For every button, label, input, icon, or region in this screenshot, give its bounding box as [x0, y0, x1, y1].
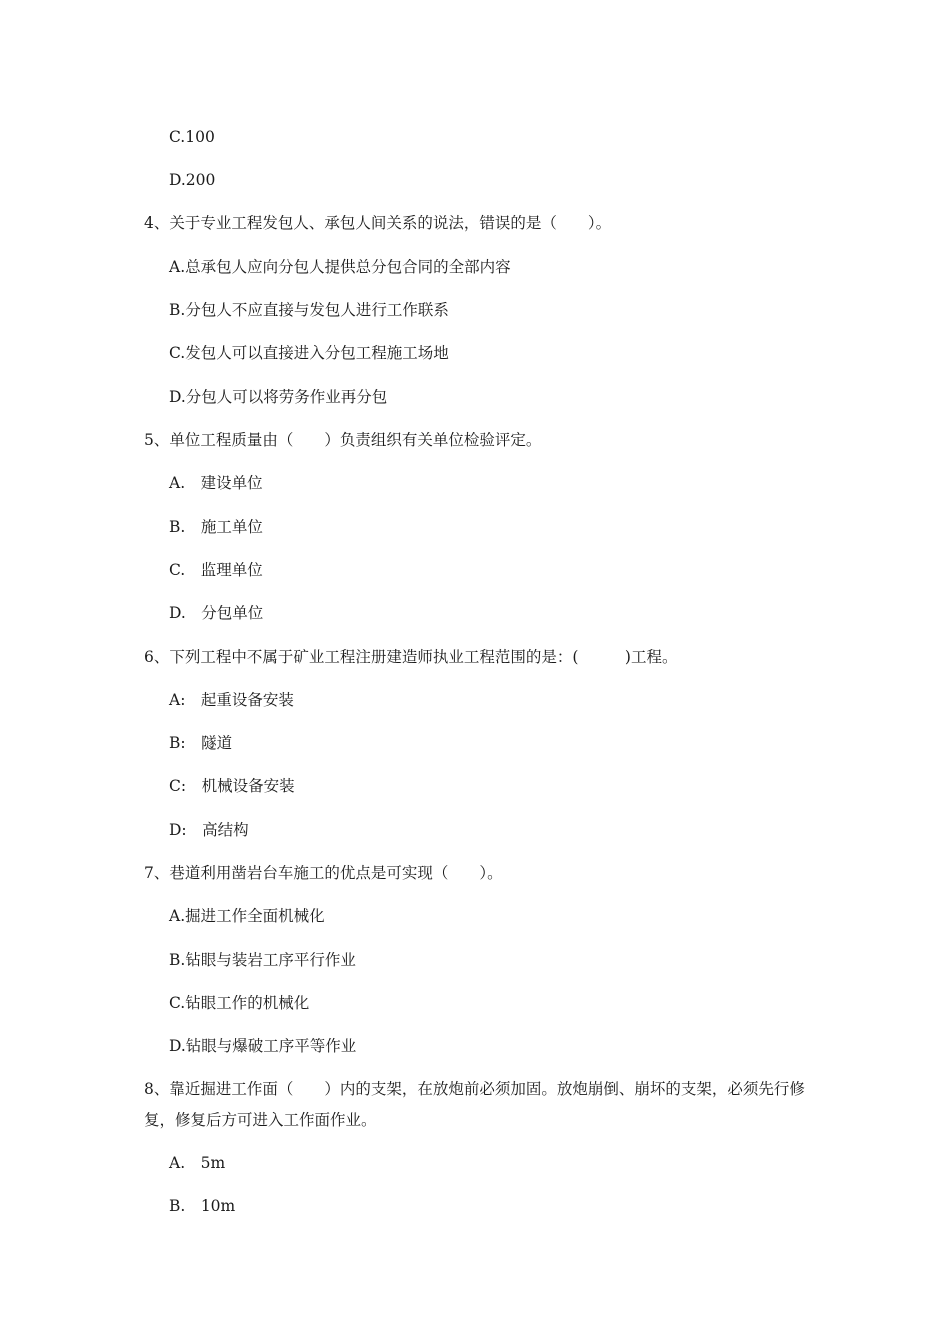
question-5-option-d: D. 分包单位	[169, 604, 264, 622]
question-4-option-a: A.总承包人应向分包人提供总分包合同的全部内容	[169, 258, 511, 276]
question-7-option-d: D.钻眼与爆破工序平等作业	[169, 1037, 357, 1055]
question-7-stem: 7、巷道利用凿岩台车施工的优点是可实现（ ）。	[144, 864, 503, 882]
question-4-option-d: D.分包人可以将劳务作业再分包	[169, 388, 388, 406]
question-5-stem: 5、单位工程质量由（ ）负责组织有关单位检验评定。	[144, 431, 542, 449]
question-8-option-b: B. 10m	[169, 1197, 236, 1215]
question-5-option-b: B. 施工单位	[169, 518, 263, 536]
question-4-stem: 4、关于专业工程发包人、承包人间关系的说法，错误的是（ ）。	[144, 214, 612, 232]
question-5-option-c: C. 监理单位	[169, 561, 263, 579]
question-6-option-a: A: 起重设备安装	[169, 691, 294, 709]
question-4-option-c: C.发包人可以直接进入分包工程施工场地	[169, 344, 449, 362]
question-6-option-d: D: 高结构	[169, 821, 249, 839]
option-d-prev: D.200	[169, 171, 216, 189]
question-6-option-b: B: 隧道	[169, 734, 233, 752]
question-6-option-c: C: 机械设备安装	[169, 777, 295, 795]
question-5-option-a: A. 建设单位	[169, 474, 263, 492]
question-7-option-b: B.钻眼与装岩工序平行作业	[169, 951, 356, 969]
question-8-option-a: A. 5m	[169, 1154, 226, 1172]
question-7-option-c: C.钻眼工作的机械化	[169, 994, 310, 1012]
option-c-prev: C.100	[169, 128, 215, 146]
question-8-stem: 8、靠近掘进工作面（ ）内的支架，在放炮前必须加固。放炮崩倒、崩坏的支架，必须先行修复，修复后方可进入工作面作业。	[144, 1080, 805, 1129]
question-4-option-b: B.分包人不应直接与发包人进行工作联系	[169, 301, 449, 319]
question-6-stem: 6、下列工程中不属于矿业工程注册建造师执业工程范围的是：( )工程。	[144, 648, 678, 666]
question-7-option-a: A.掘进工作全面机械化	[169, 907, 325, 925]
